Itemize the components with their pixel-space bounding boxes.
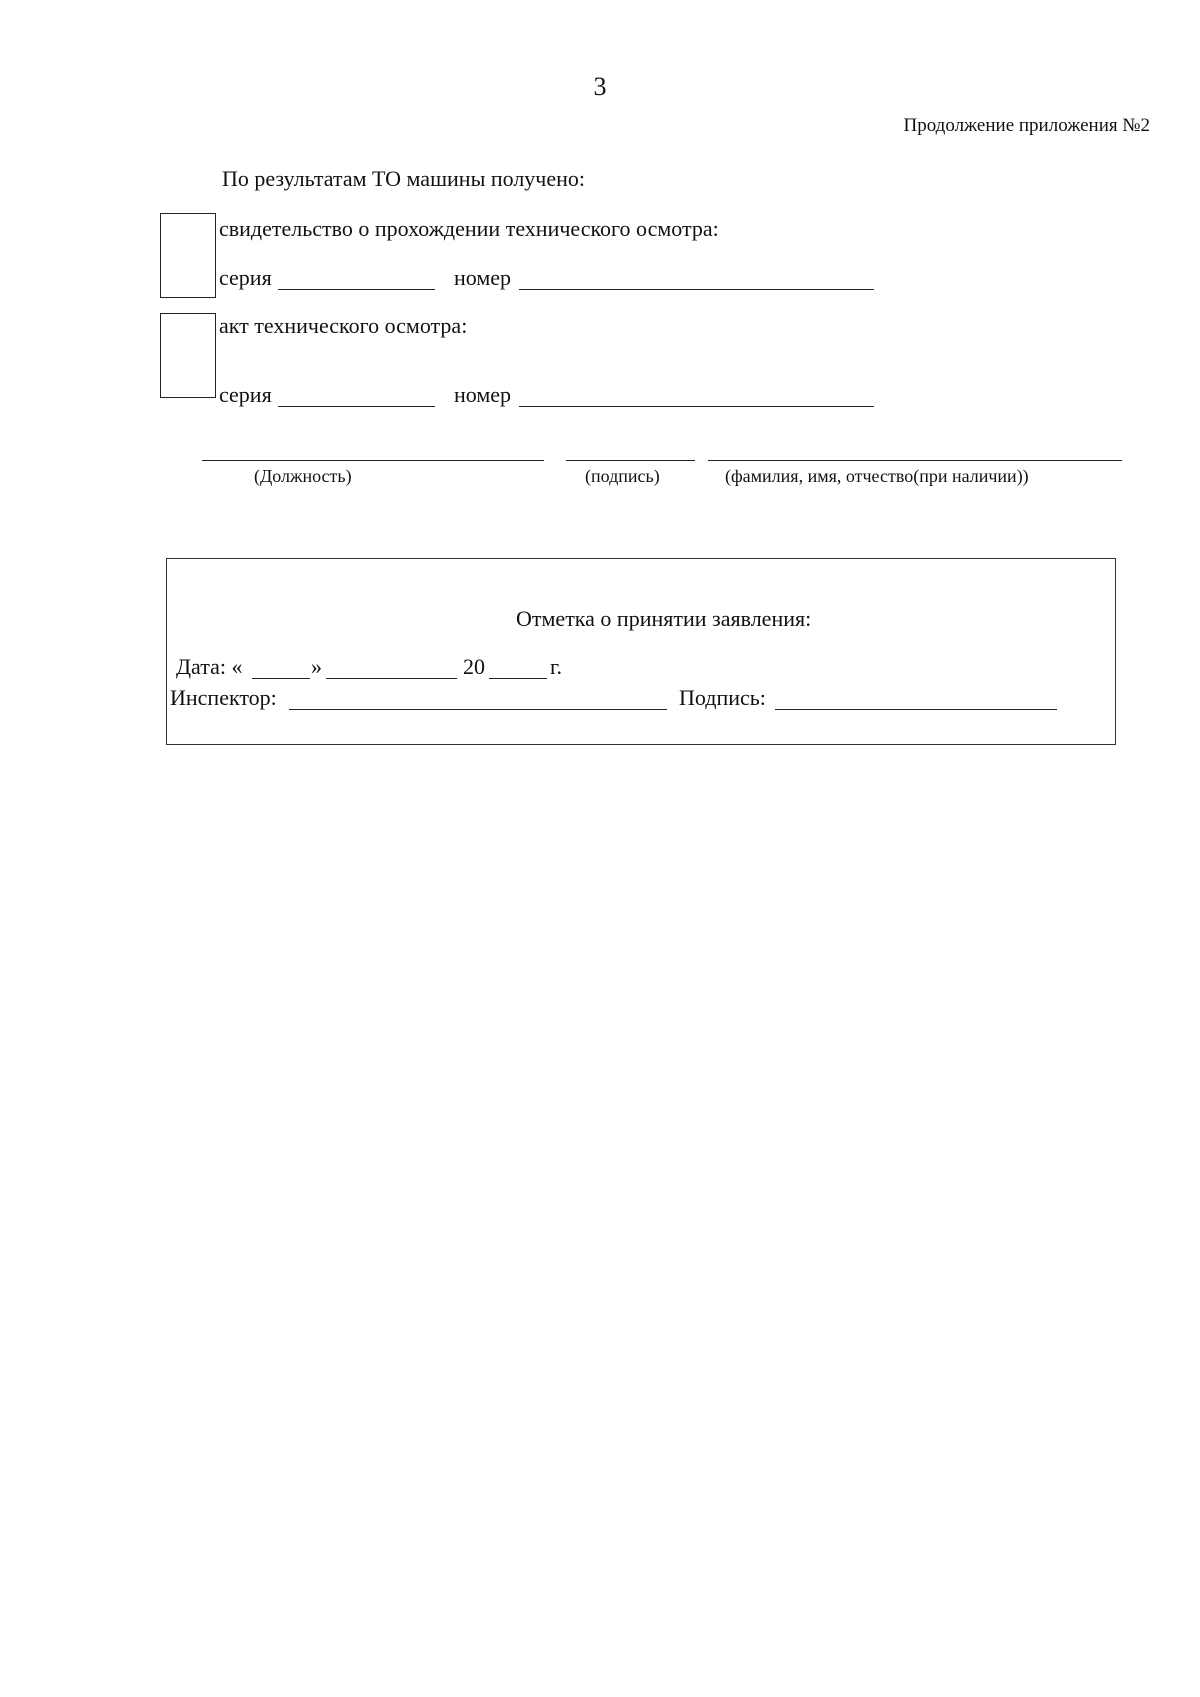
- appendix-note: Продолжение приложения №2: [903, 115, 1150, 136]
- inspector-signature-label: Подпись:: [679, 685, 766, 710]
- inspection-act-series-label: серия: [219, 382, 272, 407]
- certificate-number-field[interactable]: [519, 289, 874, 290]
- inspector-field[interactable]: [289, 709, 667, 710]
- certificate-checkbox[interactable]: [160, 213, 216, 298]
- inspector-label: Инспектор:: [170, 685, 277, 710]
- acceptance-box: [166, 558, 1116, 745]
- certificate-number-label: номер: [454, 265, 512, 290]
- certificate-series-field[interactable]: [278, 289, 435, 290]
- year-suffix: г.: [550, 654, 563, 679]
- acceptance-title: Отметка о принятии заявления:: [516, 606, 812, 631]
- date-day-field[interactable]: [252, 678, 310, 679]
- position-caption: (Должность): [254, 466, 352, 486]
- inspection-act-title: акт технического осмотра:: [219, 313, 468, 338]
- inspector-signature-field[interactable]: [775, 709, 1057, 710]
- inspection-act-checkbox[interactable]: [160, 313, 216, 398]
- page-number: 3: [593, 72, 607, 101]
- signature-caption: (подпись): [585, 466, 660, 486]
- full-name-caption: (фамилия, имя, отчество(при наличии)): [725, 466, 1029, 486]
- position-line[interactable]: [202, 460, 544, 461]
- full-name-line[interactable]: [708, 460, 1122, 461]
- inspection-act-number-field[interactable]: [519, 406, 874, 407]
- signature-line[interactable]: [566, 460, 695, 461]
- results-intro: По результатам ТО машины получено:: [222, 166, 586, 191]
- certificate-series-label: серия: [219, 265, 272, 290]
- inspection-act-number-label: номер: [454, 382, 512, 407]
- date-month-field[interactable]: [326, 678, 457, 679]
- date-label: Дата: «: [176, 654, 243, 679]
- year-prefix: 20: [463, 654, 485, 679]
- certificate-title: свидетельство о прохождении технического осмотра:: [219, 216, 719, 241]
- date-year-field[interactable]: [489, 678, 547, 679]
- inspection-act-series-field[interactable]: [278, 406, 435, 407]
- date-quote-close: »: [311, 654, 322, 679]
